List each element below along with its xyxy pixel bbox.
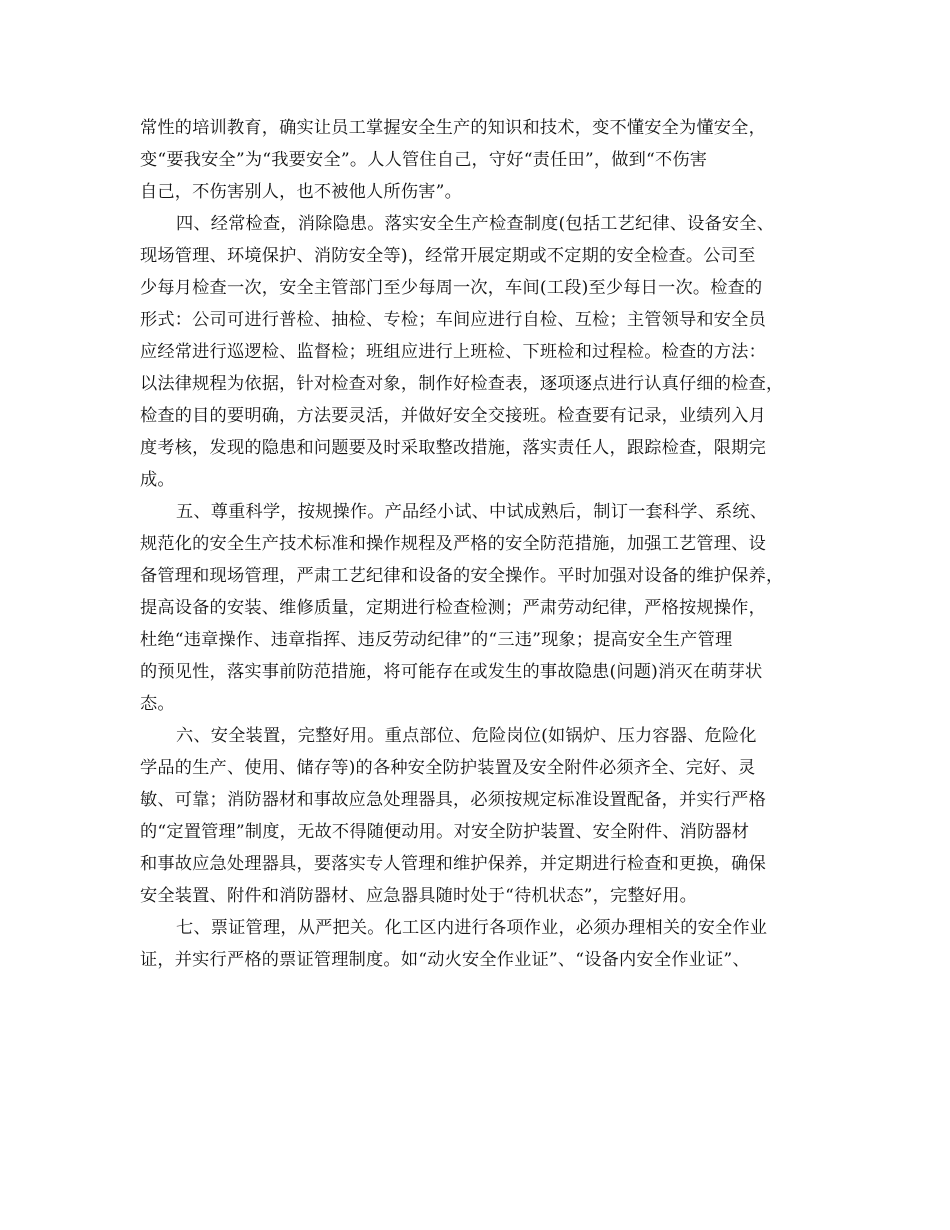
text-line: 敏、可靠；消防器材和事故应急处理器具，必须按规定标准设置配备，并实行严格 — [140, 790, 766, 810]
text-line: 学品的生产、使用、储存等)的各种安全防护装置及安全附件必须齐全、完好、灵 — [140, 758, 756, 778]
text-line: 杜绝“违章操作、违章指挥、违反劳动纪律”的“三违”现象；提高安全生产管理 — [140, 630, 733, 650]
text-line: 检查的目的要明确，方法要灵活，并做好安全交接班。检查要有记录，业绩列入月 — [140, 406, 766, 426]
text-line: 自己，不伤害别人，也不被他人所伤害”。 — [140, 182, 462, 202]
document-body — [140, 112, 810, 976]
text-line: 形式：公司可进行普检、抽检、专检；车间应进行自检、互检；主管领导和安全员 — [140, 310, 766, 330]
text-line: 和事故应急处理器具，要落实专人管理和维护保养，并定期进行检查和更换，确保 — [140, 854, 766, 874]
text-line: 少每月检查一次，安全主管部门至少每周一次，车间(工段)至少每日一次。检查的 — [140, 278, 763, 298]
text-line: 安全装置、附件和消防器材、应急器具随时处于“待机状态”，完整好用。 — [140, 886, 697, 906]
text-line: 成。 — [140, 470, 175, 490]
text-line: 度考核，发现的隐患和问题要及时采取整改措施，落实责任人，跟踪检查，限期完 — [140, 438, 766, 458]
text-line: 证，并实行严格的票证管理制度。如“动火安全作业证”、“设备内安全作业证”、 — [140, 950, 750, 970]
text-line: 态。 — [140, 694, 175, 714]
paragraph-five-heading-line: 五、尊重科学，按规操作。产品经小试、中试成熟后，制订一套科学、系统、 — [176, 502, 768, 522]
text-line: 提高设备的安装、维修质量，定期进行检查检测；严肃劳动纪律，严格按规操作， — [140, 598, 766, 618]
text-line: 规范化的安全生产技术标准和操作规程及严格的安全防范措施，加强工艺管理、设 — [140, 534, 766, 554]
paragraph-seven-heading-line: 七、票证管理，从严把关。化工区内进行各项作业，必须办理相关的安全作业 — [176, 918, 768, 938]
text-line: 的“定置管理”制度，无故不得随便动用。对安全防护装置、安全附件、消防器材 — [140, 822, 750, 842]
paragraph-six-heading-line: 六、安全装置，完整好用。重点部位、危险岗位(如锅炉、压力容器、危险化 — [176, 726, 757, 746]
text-line: 常性的培训教育，确实让员工掌握安全生产的知识和技术，变不懂安全为懂安全， — [140, 118, 766, 138]
text-line: 现场管理、环境保护、消防安全等)，经常开展定期或不定期的安全检查。公司至 — [140, 246, 756, 266]
text-line: 备管理和现场管理，严肃工艺纪律和设备的安全操作。平时加强对设备的维护保养， — [140, 566, 784, 586]
text-line: 应经常进行巡逻检、监督检；班组应进行上班检、下班检和过程检。检查的方法： — [140, 342, 766, 362]
paragraph-four-heading-line: 四、经常检查，消除隐患。落实安全生产检查制度(包括工艺纪律、设备安全、 — [176, 214, 775, 234]
text-line: 的预见性，落实事前防范措施，将可能存在或发生的事故隐患(问题)消灭在萌芽状 — [140, 662, 763, 682]
text-line: 以法律规程为依据，针对检查对象，制作好检查表，逐项逐点进行认真仔细的检查， — [140, 374, 784, 394]
text-line: 变“要我安全”为“我要安全”。人人管住自己，守好“责任田”，做到“不伤害 — [140, 150, 708, 170]
